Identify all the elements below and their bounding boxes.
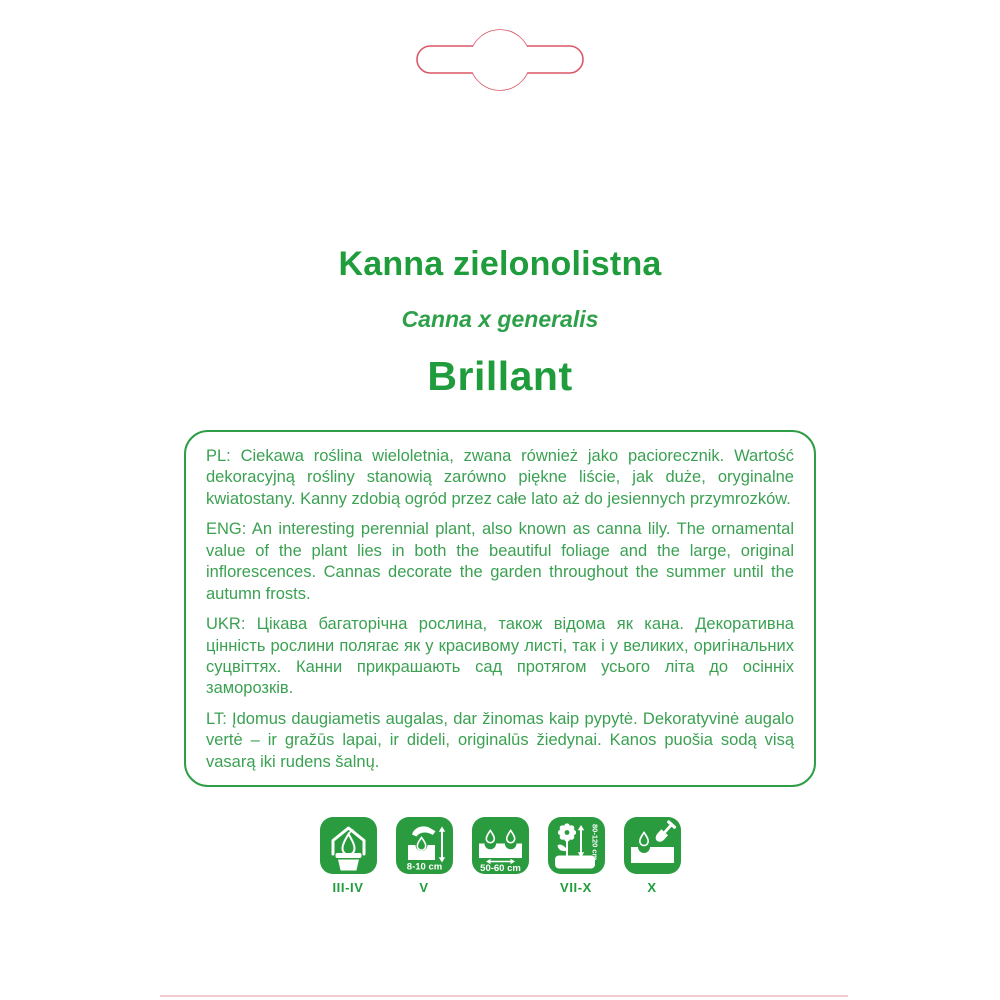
planting-depth-value: 8-10 cm bbox=[406, 861, 442, 873]
pictogram-spacing bbox=[472, 817, 529, 895]
flower-height-icon bbox=[548, 817, 605, 874]
trim-mark-line bbox=[160, 995, 848, 997]
euro-hang-hole bbox=[400, 25, 600, 100]
description-eng: ENG: An interesting perennial plant, also known as canna lily. The ornamental value of the plant lies in both the beautiful foliage and the large, original inflorescences. Cannas decorate the garden throughout the summer until the autumn frosts. bbox=[206, 520, 794, 603]
latin-name: Canna x generalis bbox=[401, 306, 599, 332]
flowering-height-value: 80-120 cm bbox=[590, 824, 599, 861]
pictogram-sow-indoors bbox=[320, 817, 377, 895]
description-lt: LT: Įdomus daugiametis augalas, dar žinomas kaip pypytė. Dekoratyvinė augalo vertė – ir gražūs lapai, ir dideli, originalūs žiedynai. Kanos puošia sodą visą vasarą iki rudens šalnų. bbox=[206, 709, 794, 771]
page-title: Kanna zielonolistna bbox=[338, 245, 662, 283]
pictogram-harvest bbox=[624, 817, 681, 895]
pictogram-flowering-height bbox=[548, 817, 605, 895]
pictogram-planting-depth bbox=[396, 817, 453, 895]
hand-planting-depth-icon bbox=[396, 817, 453, 874]
bulb-spacing-icon bbox=[472, 817, 529, 874]
bulb-in-pot-indoors-icon bbox=[320, 817, 377, 874]
spacing-value: 50-60 cm bbox=[479, 863, 521, 874]
pictogram-row bbox=[0, 817, 1000, 895]
planting-depth-label: V bbox=[419, 880, 429, 895]
harvest-label: X bbox=[647, 880, 657, 895]
description-box bbox=[184, 430, 816, 787]
description-pl: PL: Ciekawa roślina wieloletnia, zwana również jako paciorecznik. Wartość dekoracyjną rośliny stanowią zarówno piękne liście, jak duże, oryginalne kwiatostany. Kanny zdobią ogród przez całe lato aż do jesiennych przymrozków. bbox=[206, 447, 794, 508]
description-ukr: UKR: Цікава багаторічна рослина, також відома як кана. Декоративна цінність рослини полягає як у красивому листі, так і у великих, оригінальних суцвіттях. Канни прикрашають сад протягом усього літа до осінніх заморозків. bbox=[206, 615, 794, 698]
shovel-dig-icon bbox=[624, 817, 681, 874]
euro-hang-hole-outline-icon bbox=[400, 25, 600, 95]
flowering-height-label: VII-X bbox=[560, 880, 592, 895]
sow-indoors-label: III-IV bbox=[332, 880, 364, 895]
variety-name: Brillant bbox=[427, 353, 573, 399]
packet-header bbox=[0, 245, 1000, 400]
